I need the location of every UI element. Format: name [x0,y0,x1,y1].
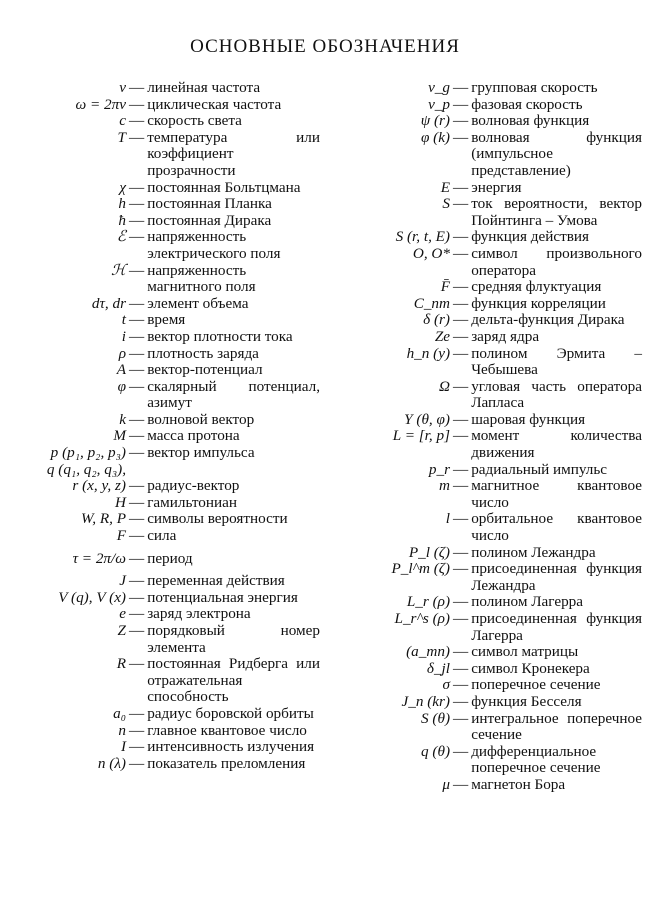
entry-symbol: r (x, y, z) [72,477,126,495]
entry-symbol: L_r^s (ρ) [394,610,450,627]
entry-dash: — [129,572,145,590]
entry-symbol: F [116,527,126,545]
entry-symbol: T [117,128,126,146]
entry-symbol: l [445,510,450,528]
entry-definition: период [147,549,193,567]
entry [0,551,320,568]
entry [0,113,320,130]
entry-definition: время [147,311,186,329]
entry-definition: символ Кронекера [471,659,590,677]
page-title: ОСНОВНЫЕ ОБОЗНАЧЕНИЯ [190,36,460,57]
entry-symbol: k [119,410,126,428]
entry [330,428,642,461]
entry [330,379,642,412]
entry [330,229,642,246]
entry [0,445,320,462]
entry [0,478,320,495]
entry [330,561,642,594]
entry-dash: — [453,427,469,445]
entry-symbol: σ [442,676,450,694]
entry [330,113,642,130]
entry-definition: символ матрицы [471,643,579,661]
entry [330,346,642,379]
entry-dash: — [129,344,145,362]
entry-dash: — [129,721,145,739]
entry-symbol: q (θ) [421,742,450,760]
entry [330,777,642,794]
entry-definition: элемент объема [147,294,249,312]
entry-dash: — [129,228,145,246]
entry-definition: энергия [471,178,522,196]
entry-definition: поперечное сечение [471,676,601,694]
entry-symbol: q (q₁, q₂, q₃), [46,460,126,478]
entry [0,97,320,114]
entry [0,130,320,180]
entry-dash: — [129,427,145,445]
entry-definition: температура или коэффициент прозрачности [147,128,320,179]
entry-dash: — [129,527,145,545]
entry [0,739,320,756]
entry [0,590,320,607]
entry-dash: — [129,128,145,146]
entry-dash: — [453,195,469,213]
entry-dash: — [453,659,469,677]
entry [330,80,642,97]
left-column [0,80,320,772]
entry [0,229,320,262]
entry [330,462,642,479]
entry [0,196,320,213]
entry-symbol: h [118,195,126,213]
entry-dash: — [129,377,145,395]
entry-dash: — [129,361,145,379]
entry-dash: — [453,294,469,312]
entry-dash: — [129,410,145,428]
entry-dash: — [453,344,469,362]
entry-definition: волновая функция [471,112,590,130]
entry [330,511,642,544]
entry [330,594,642,611]
entry [330,412,642,429]
entry-dash: — [453,560,469,578]
entry-symbol: R [116,655,126,673]
entry-definition: главное квантовое число [147,721,307,739]
entry-definition: вектор плотности тока [147,327,293,345]
entry-symbol: τ = 2π/ω [72,549,126,567]
entry-symbol: h_n (y) [406,344,450,362]
entry [0,573,320,590]
entry-definition: полином Лежандра [471,543,596,561]
entry-definition: символ произвольного оператора [471,244,642,279]
entry [330,296,642,313]
entry [0,756,320,773]
entry [0,379,320,412]
entry-symbol: ψ (r) [420,112,450,130]
entry-dash: — [453,128,469,146]
entry-dash: — [129,704,145,722]
entry-symbol: I [120,738,126,756]
entry-definition: постоянная Больтцмана [147,178,301,196]
entry-definition: дельта-функция Дирака [471,311,625,329]
entry-definition: полином Лагерра [471,593,583,611]
entry-definition: скалярный потенциал, азимут [147,377,320,412]
entry-dash: — [129,327,145,345]
entry [0,213,320,230]
entry-symbol: S (r, t, E) [395,228,450,246]
entry-definition: функция Бесселя [471,692,582,710]
entry-definition: функция действия [471,228,590,246]
entry-definition: линейная частота [147,79,261,96]
entry-symbol: F̄ [440,278,450,296]
entry-symbol: δ_jl [426,659,450,677]
right-column [330,80,642,794]
entry-symbol: p_r [428,460,450,478]
entry [0,606,320,623]
entry-symbol: M [113,427,126,445]
entry-dash: — [453,244,469,262]
entry-symbol: P_l^m (ζ) [391,560,450,578]
entry-symbol: O, O* [412,244,450,262]
entry [330,694,642,711]
entry-symbol: c [119,112,126,130]
entry-definition: ток вероятности, вектор Пойнтинга – Умова [471,195,642,229]
entry-dash: — [129,178,145,196]
entry-definition: радиус боровской орбиты [147,704,314,722]
entry-symbol: a₀ [113,704,126,722]
entry-symbol: i [121,327,126,345]
entry [330,97,642,114]
entry [0,723,320,740]
entry-symbol: Ze [434,327,450,345]
entry-definition: магнетон Бора [471,775,566,793]
entry-symbol: L = [r, p] [392,427,450,445]
entry-definition: вектор-потенциал [147,361,263,379]
entry-definition: волновой вектор [147,410,255,428]
entry [0,656,320,706]
entry-definition: напряженность магнитного поля [147,261,256,296]
entry-symbol: m [439,477,450,495]
entry [0,362,320,379]
entry-dash: — [453,593,469,611]
entry-symbol: H [115,493,126,511]
entry-dash: — [129,738,145,756]
entry-definition: функция корреляции [471,294,606,312]
entry-dash: — [129,754,145,772]
entry-symbol: ω = 2πν [75,95,126,113]
entry-symbol: Y (θ, φ) [404,410,450,428]
entry-dash: — [453,543,469,561]
entry-symbol: Z [117,622,126,639]
entry-definition: гамильтониан [147,493,237,511]
entry [0,296,320,313]
entry-definition: порядковый номер элемента [147,622,320,656]
entry [330,279,642,296]
entry-definition: заряд электрона [147,605,251,623]
entry-definition: показатель преломления [147,754,306,772]
entry [0,706,320,723]
entry-dash: — [453,112,469,130]
entry [0,528,320,545]
entry-symbol: ℰ [116,228,126,246]
entry [330,711,642,744]
entry-dash: — [453,377,469,395]
entry [330,611,642,644]
entry-definition: потенциальная энергия [147,588,298,606]
entry-symbol: v_g [428,79,450,96]
entry-definition: символы вероятности [147,510,288,528]
entry-symbol: A [116,361,126,379]
entry [330,677,642,694]
entry-symbol: W, R, P [81,510,126,528]
entry-symbol: J_n (kr) [401,692,450,710]
entry-dash: — [453,460,469,478]
entry-dash: — [453,79,469,96]
entry-symbol: (a_mn) [406,643,450,661]
entry-definition: радиальный импульс [471,460,608,478]
entry-dash: — [129,79,145,96]
entry-definition: скорость света [147,112,242,130]
entry [330,246,642,279]
entry-symbol: v_p [428,95,450,113]
entry-dash: — [453,311,469,329]
entry-definition: шаровая функция [471,410,586,428]
entry-symbol: V (q), V (x) [58,588,126,606]
entry [0,312,320,329]
entry-symbol: φ [117,377,126,395]
entry-definition: угловая часть оператора Лапласа [471,377,642,412]
entry [0,180,320,197]
entry [330,130,642,180]
entry-symbol: S (θ) [421,709,450,727]
entry-symbol: C_nm [413,294,450,312]
entry-symbol: φ (k) [420,128,450,146]
entry-definition: интегральное поперечное сечение [471,709,642,744]
entry [0,623,320,656]
entry-definition: плотность заряда [147,344,259,362]
entry-definition: орбитальное квантовое число [471,510,642,545]
entry-definition: присоединенная функция Лежандра [471,560,642,594]
entry-dash: — [129,444,145,462]
entry-definition: радиус-вектор [147,477,240,495]
entry-symbol: E [440,178,450,196]
entry-symbol: t [121,311,126,329]
entry [330,661,642,678]
entry-definition: присоединенная функция Лагерра [471,610,642,644]
entry-dash: — [453,327,469,345]
entry-dash: — [129,294,145,312]
entry-definition: средняя флуктуация [471,278,602,296]
entry [330,478,642,511]
entry-definition: заряд ядра [471,327,540,345]
entry-symbol: δ (r) [423,311,450,329]
entry-dash: — [453,178,469,196]
entry-symbol: e [119,605,126,623]
entry-symbol: μ [442,775,450,793]
entry-symbol: J [119,572,126,590]
entry-definition: момент количества движения [471,427,642,462]
entry-symbol: L_r (ρ) [406,593,450,611]
entry-dash: — [453,676,469,694]
entry-definition: постоянная Ридберга или отражательная способность [147,655,320,706]
entry-symbol: ν [119,79,126,96]
entry-dash: — [129,622,145,639]
entry-dash: — [129,261,145,279]
entry-definition: фазовая скорость [471,95,583,113]
entry-symbol: Ω [439,377,450,395]
entry-dash: — [453,742,469,760]
entry-dash: — [129,605,145,623]
entry-symbol: p (p₁, p₂, p₃) [50,444,126,462]
entry-dash: — [453,709,469,727]
entry [0,80,320,97]
entry-symbol: χ [119,178,126,196]
entry-dash: — [129,211,145,229]
entry [0,346,320,363]
entry [0,462,320,479]
entry-definition: масса протона [147,427,240,445]
entry-symbol: S [442,195,450,213]
entry [330,329,642,346]
entry [0,263,320,296]
entry [0,412,320,429]
entry [330,312,642,329]
entry-definition: переменная действия [147,572,285,590]
entry-dash: — [453,643,469,661]
entry-definition: волновая функция (импульсное представление) [471,128,642,179]
entry-definition: постоянная Дирака [147,211,272,229]
entry-definition: интенсивность излучения [147,738,315,756]
entry-symbol: ħ [118,211,126,229]
entry-dash: — [453,692,469,710]
entry-dash: — [129,588,145,606]
entry-definition: дифференциальное поперечное сечение [471,742,601,777]
entry [330,545,642,562]
entry [0,329,320,346]
entry-symbol: ℋ [110,261,126,279]
entry-definition: напряженность электрического поля [147,228,281,262]
entry-dash: — [129,477,145,495]
entry [330,196,642,229]
entry-definition: групповая скорость [471,79,598,96]
entry-symbol: P_l (ζ) [408,543,450,561]
entry-definition: постоянная Планка [147,195,272,213]
entry [330,180,642,197]
entry-dash: — [453,410,469,428]
entry [0,511,320,528]
entry-dash: — [453,95,469,113]
entry [330,644,642,661]
entry-definition: циклическая частота [147,95,282,113]
entry-dash: — [129,655,145,673]
entry-dash: — [453,477,469,495]
entry-definition: полином Эрмита – Чебышева [471,344,642,379]
entry-dash: — [453,510,469,528]
entry-symbol: n (λ) [97,754,126,772]
entry-dash: — [129,195,145,213]
entry-symbol: dτ, dr [91,294,126,312]
entry-dash: — [129,493,145,511]
entry-dash: — [453,278,469,296]
entry-dash: — [129,112,145,130]
entry-definition: вектор импульса [147,444,255,462]
entry [330,744,642,777]
entry-dash: — [129,311,145,329]
entry-definition: сила [147,527,177,545]
entry-dash: — [129,510,145,528]
entry-symbol: n [118,721,126,739]
entry-dash: — [129,549,145,567]
entry-dash: — [453,775,469,793]
entry [0,495,320,512]
entry-definition: магнитное квантовое число [471,477,642,511]
entry-dash: — [453,610,469,627]
entry [0,428,320,445]
entry-dash: — [129,95,145,113]
entry-dash: — [453,228,469,246]
entry-symbol: ρ [118,344,126,362]
